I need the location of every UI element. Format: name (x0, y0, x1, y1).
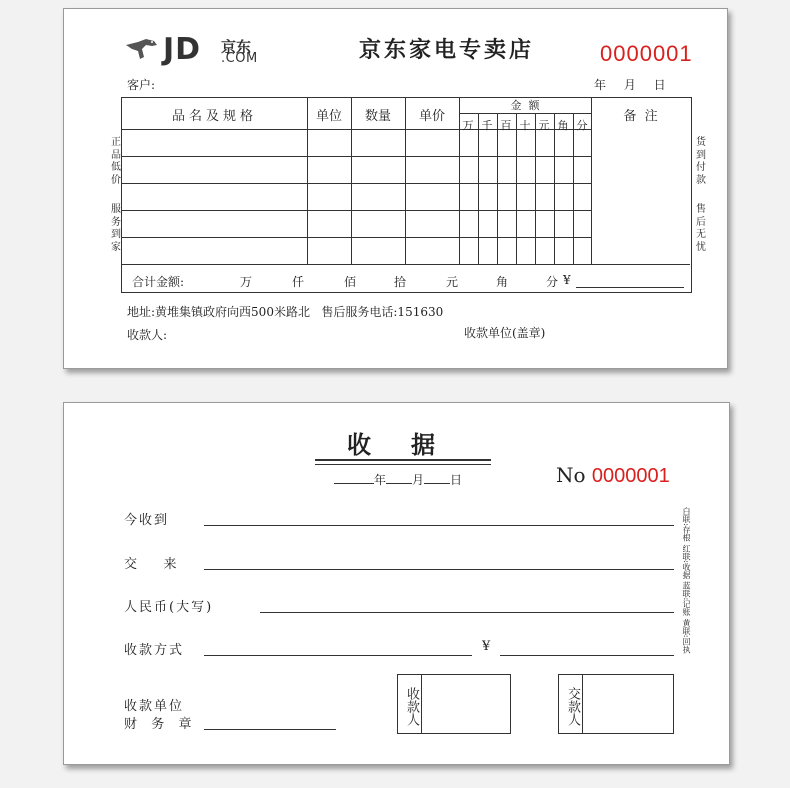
total-unit-fen: 分 (546, 275, 559, 289)
receipt-date (334, 469, 462, 488)
payment-method-line (204, 655, 472, 656)
total-unit-bai: 佰 (344, 275, 357, 289)
received-from-label: 今收到 (124, 513, 170, 528)
unit-seal-label-1: 收款单位 (124, 699, 185, 714)
copy-distribution-note: 白联:存根 红联:收据 蓝联:记账 黄联:回执 (682, 507, 691, 654)
receipt (63, 402, 730, 765)
items-table (121, 97, 692, 293)
rmb-upper-line (260, 612, 674, 613)
shop-title: 京东家电专卖店 (359, 37, 535, 63)
receipt-serial: 0000001 (591, 465, 670, 487)
digit-wan: 万 (462, 119, 474, 132)
left-side-text-1: 正品低价 (111, 137, 121, 186)
header-amount: 金 额 (510, 99, 540, 112)
digit-qian: 千 (481, 119, 493, 132)
receipt-number (556, 463, 670, 488)
digit-shi: 十 (519, 119, 531, 132)
paid-for-label: 交 来 (124, 557, 179, 572)
total-unit-shi: 拾 (394, 275, 407, 289)
no-label: No (556, 463, 586, 487)
payee-signature-box (397, 674, 511, 734)
sales-slip (63, 8, 728, 369)
right-side-text-2: 售后无忧 (696, 204, 706, 253)
left-side-text-2: 服务到家 (111, 204, 121, 253)
payee-unit-seal: 收款单位(盖章) (464, 326, 546, 340)
yen-label: ¥ (482, 639, 493, 654)
customer-label: 客户: (127, 78, 156, 92)
payer-signature-box (558, 674, 674, 734)
serial-number: 0000001 (600, 41, 693, 66)
total-amount-line (576, 287, 684, 288)
digit-bai: 百 (500, 119, 512, 132)
total-unit-qian: 仟 (292, 275, 305, 289)
receipt-title: 收据 (347, 430, 475, 459)
total-label: 合计金额: (132, 275, 185, 289)
header-price: 单价 (418, 109, 445, 124)
total-unit-jiao: 角 (496, 275, 509, 289)
header-product: 品名及规格 (171, 109, 257, 124)
date-year: 年 (374, 473, 387, 487)
date-month: 月 (412, 473, 425, 487)
date-label: 年 月 日 (594, 78, 666, 92)
rmb-upper-label: 人民币(大写) (124, 600, 214, 615)
unit-seal-label-2: 财 务 章 (124, 717, 194, 732)
jd-dog-logo-icon (124, 37, 160, 61)
paid-for-line (204, 569, 674, 570)
address: 地址:黄堆集镇政府向西500米路北 售后服务电话:151630 (127, 305, 444, 319)
logo-brand-cn: 京东 (221, 38, 252, 56)
digit-jiao: 角 (557, 119, 569, 132)
received-from-line (204, 525, 674, 526)
total-row (122, 265, 690, 293)
logo-brand: JD (163, 32, 202, 67)
payee-box-label: 收款人 (398, 675, 422, 733)
total-yen: ¥ (563, 273, 571, 287)
payee-label: 收款人: (127, 328, 168, 342)
header-notes: 备 注 (623, 109, 658, 124)
date-day: 日 (450, 473, 463, 487)
header-qty: 数量 (364, 109, 391, 124)
unit-seal-line (204, 729, 336, 730)
digit-yuan: 元 (538, 119, 550, 132)
yen-amount-line (500, 655, 674, 656)
payment-method-label: 收款方式 (124, 643, 185, 658)
header-unit: 单位 (315, 109, 342, 124)
logo-domain: .COM (221, 51, 258, 66)
title-underline-thin (315, 464, 491, 465)
total-unit-yuan: 元 (446, 275, 459, 289)
jd-logo (163, 32, 273, 68)
payer-box-label: 交款人 (559, 675, 583, 733)
right-side-text-1: 货到付款 (696, 137, 706, 186)
title-underline (315, 459, 491, 461)
digit-fen: 分 (576, 119, 588, 132)
total-unit-wan: 万 (240, 275, 253, 289)
